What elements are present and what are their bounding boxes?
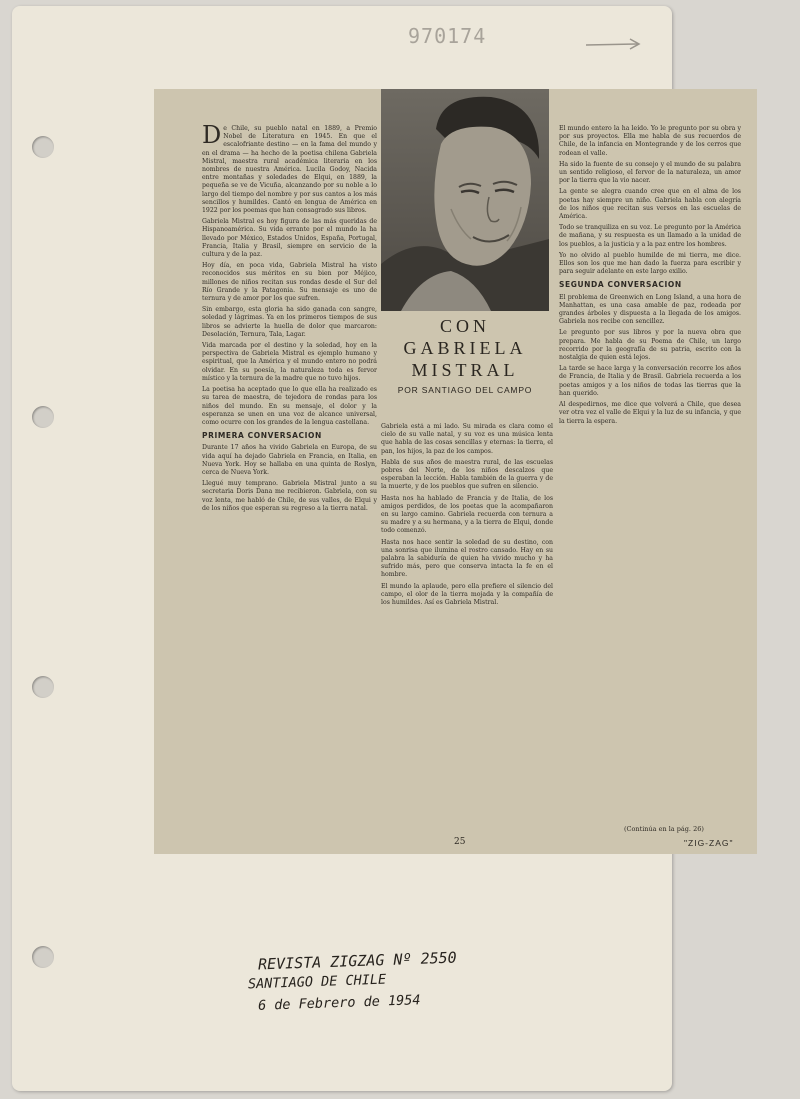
continued-note: (Continúa en la pág. 26) bbox=[624, 825, 704, 833]
paragraph: Le pregunto por sus libros y por la nueva obra que prepara. Me habla de su Poema de Chile, un largo recorrido por la geografía de su patria, escrito con la nostalgia de quien está lejos. bbox=[559, 329, 741, 362]
paragraph: Hasta nos ha hablado de Francia y de Italia, de los amigos perdidos, de los poetas que la acompañaron en su largo camino. Gabriela recuerda con ternura a su madre y a su hermana, y a la tierra de Elqui, donde todo comenzó. bbox=[381, 494, 553, 535]
section-heading: SEGUNDA CONVERSACION bbox=[559, 280, 682, 290]
title-line: CON GABRIELA bbox=[403, 316, 527, 358]
paragraph: Durante 17 años ha vivido Gabriela en Europa, de su vida aquí ha dejado Gabriela en Francia, en Italia, en Nueva York. Hoy se hallaba en una quinta de Roslyn, cerca de Nueva York. bbox=[202, 444, 377, 476]
paragraph: La poetisa ha aceptado que lo que ella ha realizado es su tarea de maestra, de tejedora de rondas para los niños del mundo. En su mensaje, el dolor y la esperanza se unen en una voz de alcance universal, como ocurre con los grandes de la lengua castellana. bbox=[202, 386, 377, 426]
magazine-name: "ZIG-ZAG" bbox=[684, 838, 734, 848]
paragraph: Hasta nos hace sentir la soledad de su destino, con una sonrisa que ilumina el rostro cansado. Hay en su palabra la sabiduría de quien ha vivido mucho y ha sufrido más, pero que conserva intacta la fe en el hombre. bbox=[381, 538, 553, 579]
title-line: MISTRAL bbox=[411, 360, 519, 380]
column-left bbox=[202, 125, 377, 847]
section-heading: PRIMERA CONVERSACION bbox=[202, 431, 322, 441]
byline: POR SANTIAGO DEL CAMPO bbox=[397, 385, 533, 395]
punch-hole bbox=[32, 136, 54, 158]
page-number: 25 bbox=[454, 837, 466, 847]
paragraph: Todo se tranquiliza en su voz. Le pregunto por la América de mañana, y su respuesta es un llamado a la unidad de los pueblos, a la justicia y a la paz entre los hombres. bbox=[559, 224, 741, 248]
punch-hole bbox=[32, 406, 54, 428]
paragraph: Gabriela está a mi lado. Su mirada es clara como el cielo de su valle natal, y su voz es una música lenta que habla de las cosas sencillas y eternas: la tierra, el pan, los hijos, la paz de los campos. bbox=[381, 423, 553, 455]
column-middle bbox=[381, 423, 553, 848]
drop-cap: D bbox=[202, 125, 222, 149]
handwritten-note-line: REVISTA ZIGZAG Nº 2550 bbox=[257, 948, 457, 974]
handwritten-note-line: SANTIAGO DE CHILE bbox=[247, 971, 387, 993]
handwritten-note-line: 6 de Febrero de 1954 bbox=[257, 992, 421, 1014]
paragraph: Llegué muy temprano. Gabriela Mistral junto a su secretaria Doris Dana me recibieron. Gabriela, con su voz lenta, me habló de Chile, de sus valles, de Elqui y de los niños que esperan su regreso a la tierra natal. bbox=[202, 480, 377, 512]
paragraph: Yo no olvido al pueblo humilde de mi tierra, me dice. Ellos son los que me han dado la fuerza para escribir y para seguir adelante en este largo exilio. bbox=[559, 251, 741, 276]
column-right bbox=[559, 125, 741, 835]
paragraph: Habla de sus años de maestra rural, de las escuelas pobres del Norte, de los niños descalzos que esperaban la lección. Habla también de la guerra y de la muerte, y de los pueblos que sufren en silencio. bbox=[381, 458, 553, 491]
portrait-photo bbox=[381, 89, 549, 311]
paragraph: La gente se alegra cuando cree que en el alma de los poetas hay siempre un niño. Gabriela habla con alegría de los niños que recitan sus versos en las escuelas de América. bbox=[559, 188, 741, 221]
paragraph: Sin embargo, esta gloria ha sido ganada con sangre, soledad y lágrimas. Ya en los primeros tiempos de sus libros se advierte la huella de dolor que marcaron: Desolación, Ternura, Tala, Lagar. bbox=[202, 306, 377, 338]
paragraph: Gabriela Mistral es hoy figura de las más queridas de Hispanoamérica. Su vida errante por el mundo la ha llevado por México, Estados Unidos, España, Portugal, Francia, Italia y Brasil, siempre en servicio de la cultura y de la paz. bbox=[202, 218, 377, 259]
newspaper-clipping bbox=[154, 89, 757, 854]
paragraph bbox=[202, 125, 377, 215]
article-title bbox=[381, 315, 549, 395]
arrow-right-icon bbox=[584, 38, 644, 52]
paragraph-text: e Chile, su pueblo natal en 1889, a Premio Nobel de Literatura en 1945. En que el escalofriante destino — en la fama del mundo y en el drama — ha hecho de la poetisa chilena Gabriela Mistral, maestra rural académica literaria en los nombres de nuestra América. Lucila Godoy, Nacida entre montañas y soledades de Elqui, en 1889, la pequeña se ve de Vicuña, alcanzando por su noble a lo largo del tiempo del nombre y por sus cantos a los más sencillos y humildes. Cantó en lengua de América en 1922 por los poemas que han consagrado sus libros. bbox=[202, 125, 377, 215]
paragraph: El mundo la aplaude, pero ella prefiere el silencio del campo, el olor de la tierra mojada y la compañía de los humildes. Así es Gabriela Mistral. bbox=[381, 582, 553, 607]
paragraph: La tarde se hace larga y la conversación recorre los años de Francia, de Italia y de Brasil. Gabriela recuerda a los poetas amigos y a los niños de todas las tierras que la han querido. bbox=[559, 365, 741, 397]
paragraph: Al despedirnos, me dice que volverá a Chile, que desea ver otra vez el valle de Elqui y la luz de su infancia, y que la tierra la espera. bbox=[559, 401, 741, 425]
paragraph: El mundo entero la ha leído. Yo le pregunto por su obra y por sus proyectos. Ella me habla de sus recuerdos de Chile, de la infancia en Montegrande y de los cerros que rodean el valle. bbox=[559, 125, 741, 157]
paragraph: Hoy día, en poca vida, Gabriela Mistral ha visto reconocidos sus méritos en su bien por Méjico, millones de niños recitan sus rondas desde el Sur del Río Grande y la Patagonia. Su mensaje es uno de ternura y de amor por los que sufren. bbox=[202, 262, 377, 303]
punch-hole bbox=[32, 676, 54, 698]
paragraph: El problema de Greenwich en Long Island, a una hora de Manhattan, es una casa amable de paz, rodeada por grandes árboles y dispuesta a la llegada de los amigos. Gabriela nos recibe con sencillez. bbox=[559, 293, 741, 326]
accession-number: 970174 bbox=[408, 24, 487, 48]
paragraph: Vida marcada por el destino y la soledad, hoy en la perspectiva de Gabriela Mistral es ejemplo humano y espiritual, que la América y el mundo entero no podrá olvidar. En su poesía, la naturaleza toda es fervor místico y la ternura de la madre que no tuvo hijos. bbox=[202, 342, 377, 382]
paragraph: Ha sido la fuente de su consejo y el mundo de su palabra un sentido religioso, el fervor de la naturaleza, un amor por la tierra que la vio nacer. bbox=[559, 160, 741, 185]
punch-hole bbox=[32, 946, 54, 968]
